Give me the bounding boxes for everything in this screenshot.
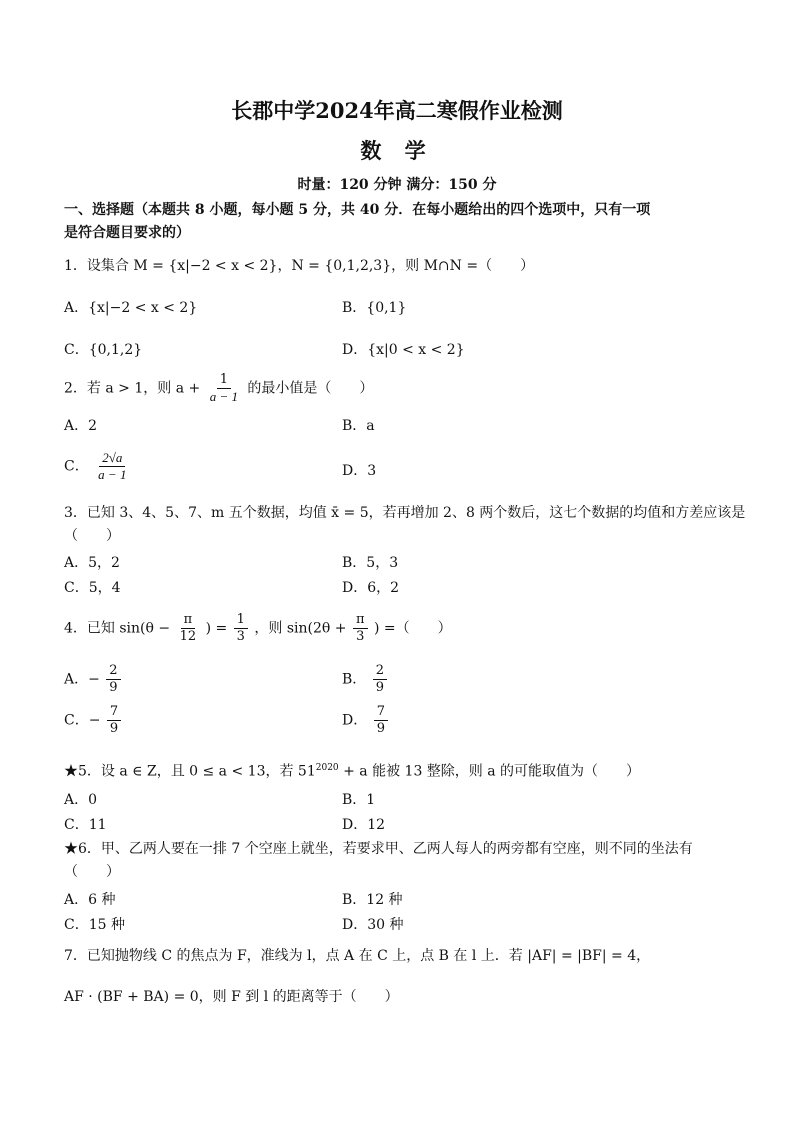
q4-d-label: D． — [342, 712, 368, 729]
q4-option-a — [64, 663, 123, 696]
q2-frac-num: 1 — [217, 372, 231, 389]
question-7-line1: 7．已知抛物线 C 的焦点为 F，准线为 l，点 A 在 C 上，点 B 在 l 上．若 |AF| = |BF| = 4， — [64, 948, 651, 964]
q4-mid2: ，则 sin(2θ + — [254, 620, 347, 637]
q2-c-den: a − 1 — [98, 467, 127, 482]
q4-frac-1 — [177, 612, 200, 645]
q3-option-b: B．5，3 — [342, 555, 399, 571]
q3-option-a: A．5，2 — [64, 555, 120, 571]
section-heading-line1: 一、选择题（本题共 8 小题，每小题 5 分，共 40 分．在每小题给出的四个选项中，只有一项 — [64, 202, 651, 218]
q4-f3-den: 3 — [356, 629, 365, 644]
q4-prefix: 4．已知 sin(θ − — [64, 620, 171, 637]
q2-option-d: D．3 — [342, 463, 377, 479]
q4-option-c — [64, 704, 123, 737]
q4-d-fraction — [374, 704, 388, 737]
question-4-stem — [64, 612, 452, 645]
q4-c-label: C．− — [64, 712, 101, 729]
q2-prefix: 2．若 a > 1，则 a + — [64, 380, 201, 397]
q1-option-c: C．{0,1,2} — [64, 342, 143, 358]
q4-d-den: 9 — [376, 721, 385, 736]
q5-suffix: + a 能被 13 整除，则 a 的可能取值为（ ） — [338, 763, 641, 780]
q6-option-b: B．12 种 — [342, 892, 403, 908]
q4-suffix: ) =（ ） — [373, 620, 452, 637]
time-info: 时量：120 分钟 满分：150 分 — [297, 177, 497, 193]
q4-c-fraction — [107, 704, 121, 737]
q1-option-d: D．{x|0 < x < 2} — [342, 342, 465, 358]
question-1-stem: 1．设集合 M = {x|−2 < x < 2}，N = {0,1,2,3}，则 M∩N =（ ） — [64, 258, 535, 274]
q3-option-d: D．6，2 — [342, 580, 400, 596]
q4-mid: ) = — [205, 620, 228, 637]
q4-b-den: 9 — [375, 680, 385, 695]
q4-a-num: 2 — [106, 663, 120, 680]
q4-d-num: 7 — [374, 704, 388, 721]
q6-option-a: A．6 种 — [64, 892, 116, 908]
q4-frac-2 — [234, 612, 248, 645]
q2-option-c — [64, 450, 131, 483]
q1-option-b: B．{0,1} — [342, 300, 407, 316]
q5-option-a: A．0 — [64, 792, 98, 808]
question-3-line1: 3．已知 3、4、5、7、m 五个数据，均值 x̄ = 5，若再增加 2、8 两个数后，这七个数据的均值和方差应该是 — [64, 505, 746, 521]
q2-option-a: A．2 — [64, 418, 98, 434]
q4-f1-num: π — [181, 612, 196, 629]
question-6-line1: ★6．甲、乙两人要在一排 7 个空座上就坐，若要求甲、乙两人每人的两旁都有空座，则不同的坐法有 — [64, 841, 693, 857]
q5-exponent: 2020 — [315, 763, 339, 773]
q4-a-fraction — [106, 663, 120, 696]
q5-option-d: D．12 — [342, 817, 386, 833]
q4-f2-num: 1 — [234, 612, 248, 629]
q4-option-d — [342, 704, 390, 737]
q6-option-c: C．15 种 — [64, 917, 125, 933]
q1-option-a: A．{x|−2 < x < 2} — [64, 300, 198, 316]
q5-option-c: C．11 — [64, 817, 107, 833]
q4-f2-den: 3 — [236, 629, 245, 644]
q4-frac-3 — [353, 612, 368, 645]
q4-b-fraction — [373, 663, 387, 696]
q4-b-num: 2 — [373, 663, 387, 680]
q2-fraction — [207, 372, 241, 405]
q2-option-c-fraction — [95, 450, 129, 483]
q2-option-c-label: C． — [64, 458, 89, 475]
question-5-stem — [64, 757, 640, 783]
q6-option-d: D．30 种 — [342, 917, 404, 933]
q2-c-num: 2√a — [99, 450, 125, 467]
q2-frac-den: a − 1 — [209, 389, 238, 404]
q4-c-den: 9 — [109, 721, 119, 736]
page-title: 长郡中学2024年高二寒假作业检测 — [231, 98, 563, 123]
q4-option-b — [342, 663, 389, 696]
q4-f1-den: 12 — [179, 629, 197, 644]
q4-a-den: 9 — [109, 680, 118, 695]
q4-a-label: A．− — [64, 671, 100, 688]
question-3-line2: （ ） — [64, 528, 120, 544]
subject-title: 数 学 — [360, 138, 434, 163]
q3-option-c: C．5，4 — [64, 580, 121, 596]
q2-option-b: B．a — [342, 418, 375, 434]
q4-f3-num: π — [353, 612, 368, 629]
question-6-line2: （ ） — [64, 864, 120, 880]
q4-c-num: 7 — [107, 704, 121, 721]
q2-suffix: 的最小值是（ ） — [247, 380, 374, 397]
question-7-line2: AF · (BF + BA) = 0，则 F 到 l 的距离等于（ ） — [64, 989, 399, 1005]
question-2-stem — [64, 372, 373, 405]
q4-b-label: B． — [342, 671, 367, 688]
q5-option-b: B．1 — [342, 792, 376, 808]
section-heading-line2: 是符合题目要求的） — [64, 225, 190, 241]
q5-prefix: ★5．设 a ∈ Z，且 0 ≤ a < 13，若 51 — [64, 763, 316, 780]
